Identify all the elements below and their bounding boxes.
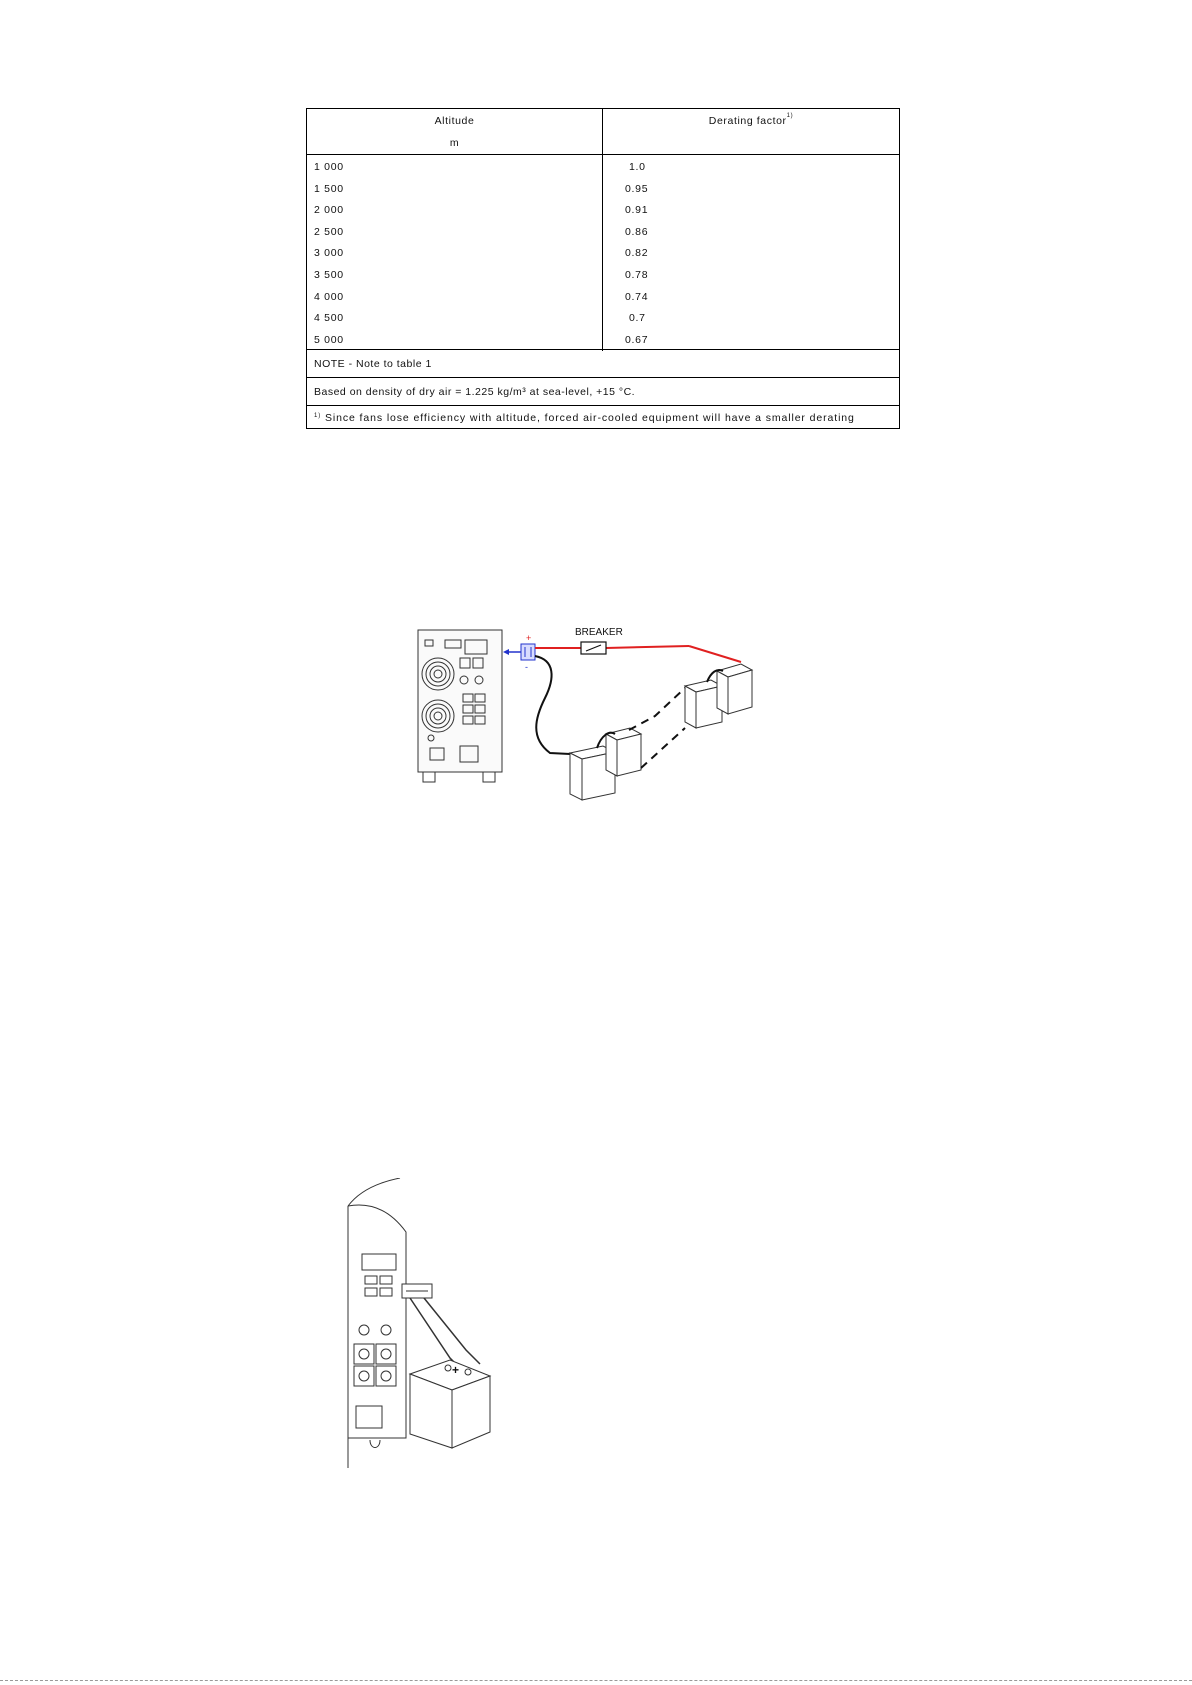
altitude-cell: 1 000 bbox=[314, 161, 344, 173]
table-body bbox=[307, 155, 899, 349]
factor-cell: 0.86 bbox=[625, 225, 649, 238]
battery-wiring-diagram bbox=[405, 618, 785, 833]
table-row bbox=[307, 263, 899, 285]
negative-terminal-label: - bbox=[525, 662, 528, 672]
battery-string bbox=[570, 664, 752, 800]
table-row bbox=[307, 328, 899, 350]
battery-positive-label: + bbox=[452, 1363, 460, 1377]
altitude-cell: 3 500 bbox=[314, 268, 344, 281]
positive-cable bbox=[535, 646, 741, 662]
header-derating-label: Derating factor bbox=[708, 115, 787, 127]
positive-terminal-label: + bbox=[526, 633, 532, 643]
table-row bbox=[307, 220, 899, 242]
footnote-mark: 1) bbox=[314, 413, 322, 419]
table-row bbox=[307, 285, 899, 307]
table-footnote bbox=[307, 405, 899, 429]
table-row bbox=[307, 177, 899, 199]
battery-plug-icon bbox=[402, 1284, 432, 1298]
table-row bbox=[307, 241, 899, 263]
table-row bbox=[307, 306, 899, 328]
breaker-label: BREAKER bbox=[575, 627, 623, 638]
table-header bbox=[307, 109, 899, 155]
derating-table bbox=[306, 108, 900, 429]
negative-cable bbox=[535, 656, 570, 754]
altitude-cell: 5 000 bbox=[314, 333, 344, 346]
ups-side-view bbox=[348, 1178, 406, 1468]
header-altitude-unit: m bbox=[449, 137, 460, 149]
table-note-density: Based on density of dry air = 1.225 kg/m³ at sea-level, +15 °C. bbox=[307, 377, 899, 405]
battery-icon bbox=[410, 1360, 490, 1448]
table-row bbox=[307, 198, 899, 220]
factor-cell: 0.7 bbox=[629, 312, 646, 325]
factor-cell: 0.95 bbox=[625, 182, 649, 195]
altitude-cell: 1 500 bbox=[314, 182, 344, 195]
battery-connection-illustration bbox=[340, 1178, 560, 1468]
breaker-icon bbox=[581, 642, 606, 654]
table-row bbox=[307, 155, 899, 177]
factor-cell: 0.78 bbox=[625, 268, 649, 281]
header-altitude bbox=[307, 115, 602, 149]
altitude-cell: 2 000 bbox=[314, 204, 344, 217]
header-derating-footnote-mark: 1) bbox=[786, 113, 794, 119]
header-altitude-label: Altitude bbox=[434, 115, 475, 127]
factor-cell: 0.67 bbox=[625, 333, 649, 346]
ups-rear-panel bbox=[418, 630, 502, 782]
factor-cell: 1.0 bbox=[629, 161, 646, 173]
header-derating bbox=[603, 115, 899, 127]
battery-connector-icon bbox=[503, 644, 535, 660]
footnote-text: Since fans lose efficiency with altitude, forced air-cooled equipment will have a smaller derating bbox=[324, 412, 855, 424]
factor-cell: 0.82 bbox=[625, 247, 649, 260]
battery-link-dashed bbox=[641, 728, 685, 768]
altitude-cell: 2 500 bbox=[314, 225, 344, 238]
factor-cell: 0.74 bbox=[625, 290, 649, 303]
altitude-cell: 3 000 bbox=[314, 247, 344, 260]
page-bottom-rule bbox=[0, 1680, 1192, 1681]
factor-cell: 0.91 bbox=[625, 204, 649, 217]
table-note-title: NOTE - Note to table 1 bbox=[307, 349, 899, 377]
altitude-cell: 4 500 bbox=[314, 312, 344, 325]
altitude-cell: 4 000 bbox=[314, 290, 344, 303]
battery-link-dashed bbox=[629, 688, 685, 730]
